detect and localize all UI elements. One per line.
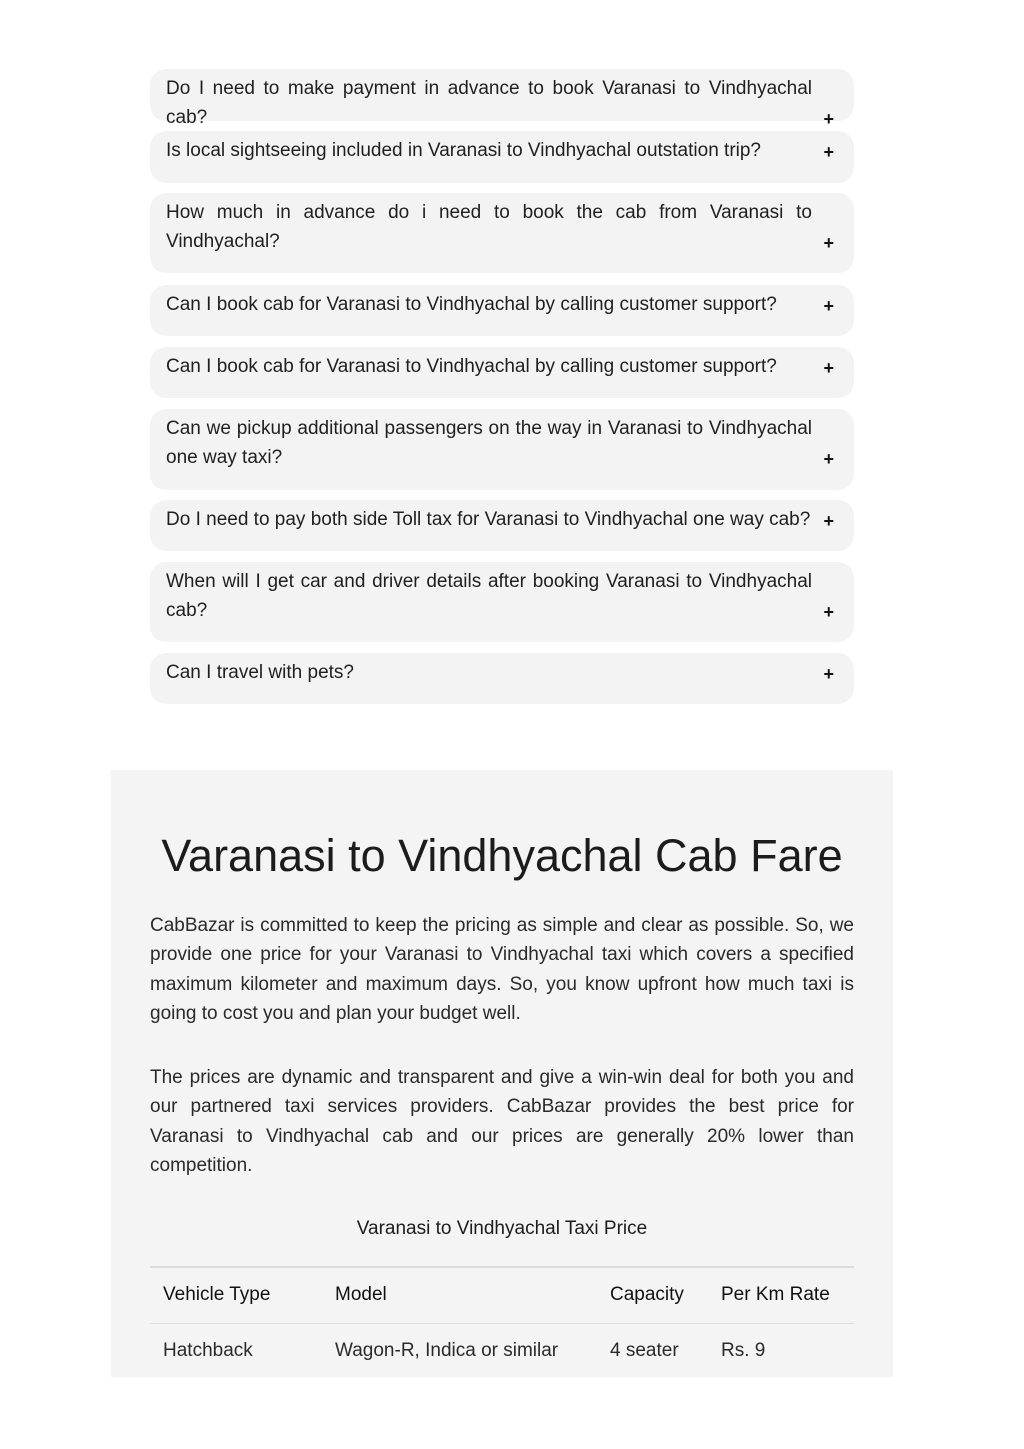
cell-capacity: 4 seater [610,1340,679,1362]
column-header-model: Model [322,1267,597,1323]
fare-section [111,770,893,1377]
table-header-row [150,1267,854,1323]
faq-question: Is local sightseeing included in Varanasi to Vindhyachal outstation trip? [166,140,762,161]
faq-question: Do I need to pay both side Toll tax for Varanasi to Vindhyachal one way cab? [166,509,811,530]
faq-item[interactable] [150,562,854,642]
faq-item[interactable] [150,653,854,704]
plus-icon[interactable]: + [823,602,834,622]
plus-icon[interactable]: + [823,296,834,316]
fare-title: Varanasi to Vindhyachal Cab Fare [161,830,843,881]
faq-question: When will I get car and driver details after booking Varanasi to Vindhyachal cab? [166,571,812,621]
faq-question: Can we pickup additional passengers on the way in Varanasi to Vindhyachal one way taxi? [166,418,812,468]
plus-icon[interactable]: + [823,511,834,531]
column-header-capacity: Capacity [597,1267,708,1323]
faq-item[interactable] [150,285,854,336]
plus-icon[interactable]: + [823,142,834,162]
plus-icon[interactable]: + [823,109,834,129]
faq-question: Can I travel with pets? [166,662,354,683]
faq-item[interactable] [150,500,854,551]
plus-icon[interactable]: + [823,233,834,253]
cell-vehicle-type: Hatchback [163,1340,253,1362]
faq-item[interactable] [150,69,854,129]
plus-icon[interactable]: + [823,664,834,684]
faq-question: How much in advance do i need to book the cab from Varanasi to Vindhyachal? [166,202,812,252]
plus-icon[interactable]: + [823,449,834,469]
faq-question: Can I book cab for Varanasi to Vindhyachal by calling customer support? [166,356,777,377]
fare-paragraph: The prices are dynamic and transparent and give a win-win deal for both you and our partnered taxi services providers. CabBazar provides the best price for Varanasi to Vindhyachal cab and our prices are generally 20% lower than competition. [150,1067,854,1176]
faq-question: Can I book cab for Varanasi to Vindhyachal by calling customer support? [166,294,777,315]
price-table [150,1266,854,1379]
table-caption: Varanasi to Vindhyachal Taxi Price [356,1218,648,1239]
cell-model: Wagon-R, Indica or similar [335,1340,559,1362]
faq-question: Do I need to make payment in advance to book Varanasi to Vindhyachal cab? [166,78,812,128]
column-header-vehicle-type: Vehicle Type [150,1267,322,1323]
table-row [150,1323,854,1379]
faq-item[interactable] [150,409,854,490]
faq-item[interactable] [150,347,854,398]
faq-item[interactable] [150,131,854,183]
cell-per-km-rate: Rs. 9 [721,1340,766,1362]
faq-item[interactable] [150,193,854,273]
column-header-per-km-rate: Per Km Rate [708,1267,854,1323]
fare-paragraph: CabBazar is committed to keep the pricing as simple and clear as possible. So, we provide one price for your Varanasi to Vindhyachal taxi which covers a specified maximum kilometer and maximum days. So, you know upfront how much taxi is going to cost you and plan your budget well. [150,915,854,1024]
plus-icon[interactable]: + [823,358,834,378]
